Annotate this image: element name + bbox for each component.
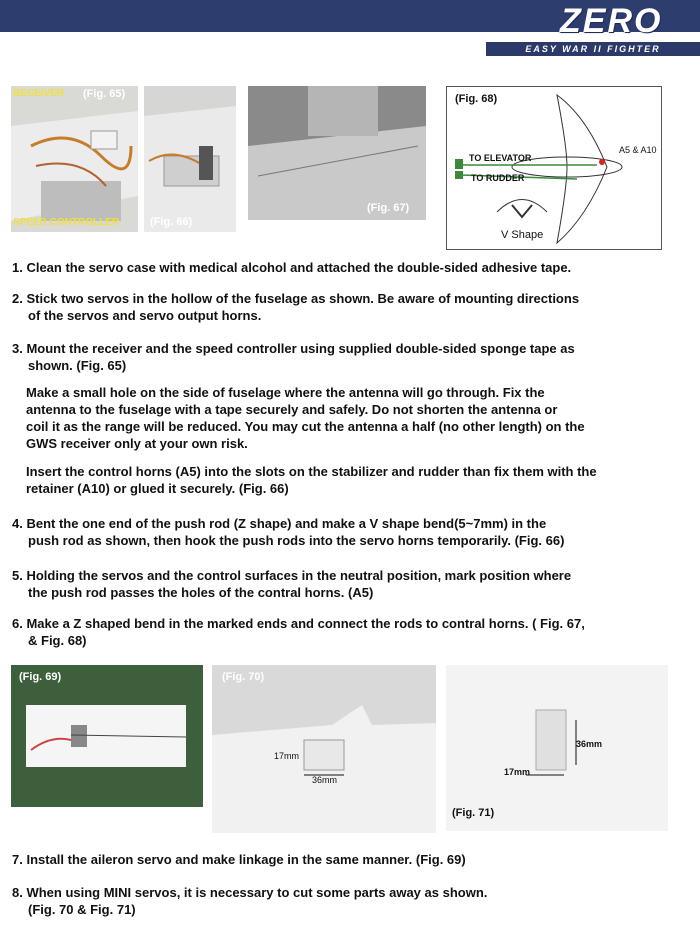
step-6-line-2: & Fig. 68) xyxy=(28,633,87,648)
step-2-line-1: 2. Stick two servos in the hollow of the fuselage as shown. Be aware of mounting directions xyxy=(12,291,580,306)
v-shape-label: V Shape xyxy=(501,229,544,241)
figure-67-caption: (Fig. 67) xyxy=(367,202,410,214)
step-1: 1. Clean the servo case with medical alcohol and attached the double-sided adhesive tape. xyxy=(12,260,572,275)
figure-67-photo xyxy=(248,86,426,220)
figure-68-diagram xyxy=(447,87,662,250)
step-5 xyxy=(12,567,571,601)
figure-66-caption: (Fig. 66) xyxy=(150,216,193,228)
step-4-line-1: 4. Bent the one end of the push rod (Z shape) and make a V shape bend(5~7mm) in the xyxy=(12,516,547,531)
horns-line-1: Insert the control horns (A5) into the slots on the stabilizer and rudder than fix them with the xyxy=(26,464,597,479)
figure-65-caption: (Fig. 65) xyxy=(83,88,126,100)
antenna-line-2: antenna to the fuselage with a tape securely and safely. Do not shorten the antenna or xyxy=(26,402,558,417)
step-8-line-2: (Fig. 70 & Fig. 71) xyxy=(28,902,136,917)
figure-70-photo xyxy=(212,665,436,833)
fig71-dim-17mm: 17mm xyxy=(504,767,531,777)
figure-71 xyxy=(446,665,668,831)
tagline-banner xyxy=(486,42,700,56)
figure-68 xyxy=(446,86,662,250)
step-5-line-1: 5. Holding the servos and the control surfaces in the neutral position, mark position where xyxy=(12,568,572,583)
a5-a10-label: A5 & A10 xyxy=(619,145,657,155)
step-3 xyxy=(12,340,575,374)
antenna-paragraph xyxy=(26,384,585,452)
figure-65-photo xyxy=(11,86,138,232)
brand-logo: ZERO xyxy=(560,2,663,40)
figure-66-photo xyxy=(144,86,236,232)
figure-65 xyxy=(11,86,138,232)
step-3-line-1: 3. Mount the receiver and the speed controller using supplied double-sided sponge tape as xyxy=(12,341,575,356)
step-4-line-2: push rod as shown, then hook the push rods into the servo horns temporarily. (Fig. 66) xyxy=(28,533,565,548)
speed-controller-label: SPEED CONTROLLER xyxy=(13,217,120,228)
rudder-label: TO RUDDER xyxy=(471,173,525,183)
figure-70-caption: (Fig. 70) xyxy=(222,671,265,683)
figure-67 xyxy=(248,86,426,220)
receiver-label: RECEIVER xyxy=(13,88,65,99)
figure-66 xyxy=(144,86,236,232)
antenna-line-1: Make a small hole on the side of fuselage where the antenna will go through. Fix the xyxy=(26,385,545,400)
page-header xyxy=(0,0,700,58)
step-7: 7. Install the aileron servo and make linkage in the same manner. (Fig. 69) xyxy=(12,852,466,867)
fig70-dim-36mm: 36mm xyxy=(312,775,338,785)
figure-69 xyxy=(11,665,203,807)
step-5-line-2: the push rod passes the holes of the contral horns. (A5) xyxy=(28,585,374,600)
step-8 xyxy=(12,884,487,918)
step-3-line-2: shown. (Fig. 65) xyxy=(28,358,127,373)
step-8-line-1: 8. When using MINI servos, it is necessary to cut some parts away as shown. xyxy=(12,885,488,900)
tagline-text: EASY WAR II FIGHTER xyxy=(525,44,661,54)
fig71-dim-36mm: 36mm xyxy=(576,739,603,749)
figure-68-caption: (Fig. 68) xyxy=(455,93,498,105)
figure-71-caption: (Fig. 71) xyxy=(452,807,495,819)
figure-69-caption: (Fig. 69) xyxy=(19,671,62,683)
step-6-line-1: 6. Make a Z shaped bend in the marked ends and connect the rods to contral horns. ( Fig. 67, xyxy=(12,616,585,631)
step-6 xyxy=(12,615,585,649)
horns-line-2: retainer (A10) or glued it securely. (Fig. 66) xyxy=(26,481,289,496)
step-2-line-2: of the servos and servo output horns. xyxy=(28,308,262,323)
figure-70 xyxy=(212,665,436,833)
antenna-line-4: GWS receiver only at your own risk. xyxy=(26,436,248,451)
step-2 xyxy=(12,290,579,324)
horns-paragraph xyxy=(26,463,597,497)
fig70-dim-17mm: 17mm xyxy=(274,751,300,761)
elevator-label: TO ELEVATOR xyxy=(469,153,532,163)
figure-69-photo xyxy=(11,665,203,807)
step-4 xyxy=(12,515,564,549)
antenna-line-3: coil it as the range will be reduced. You may cut the antenna a half (no other length) on the xyxy=(26,419,585,434)
